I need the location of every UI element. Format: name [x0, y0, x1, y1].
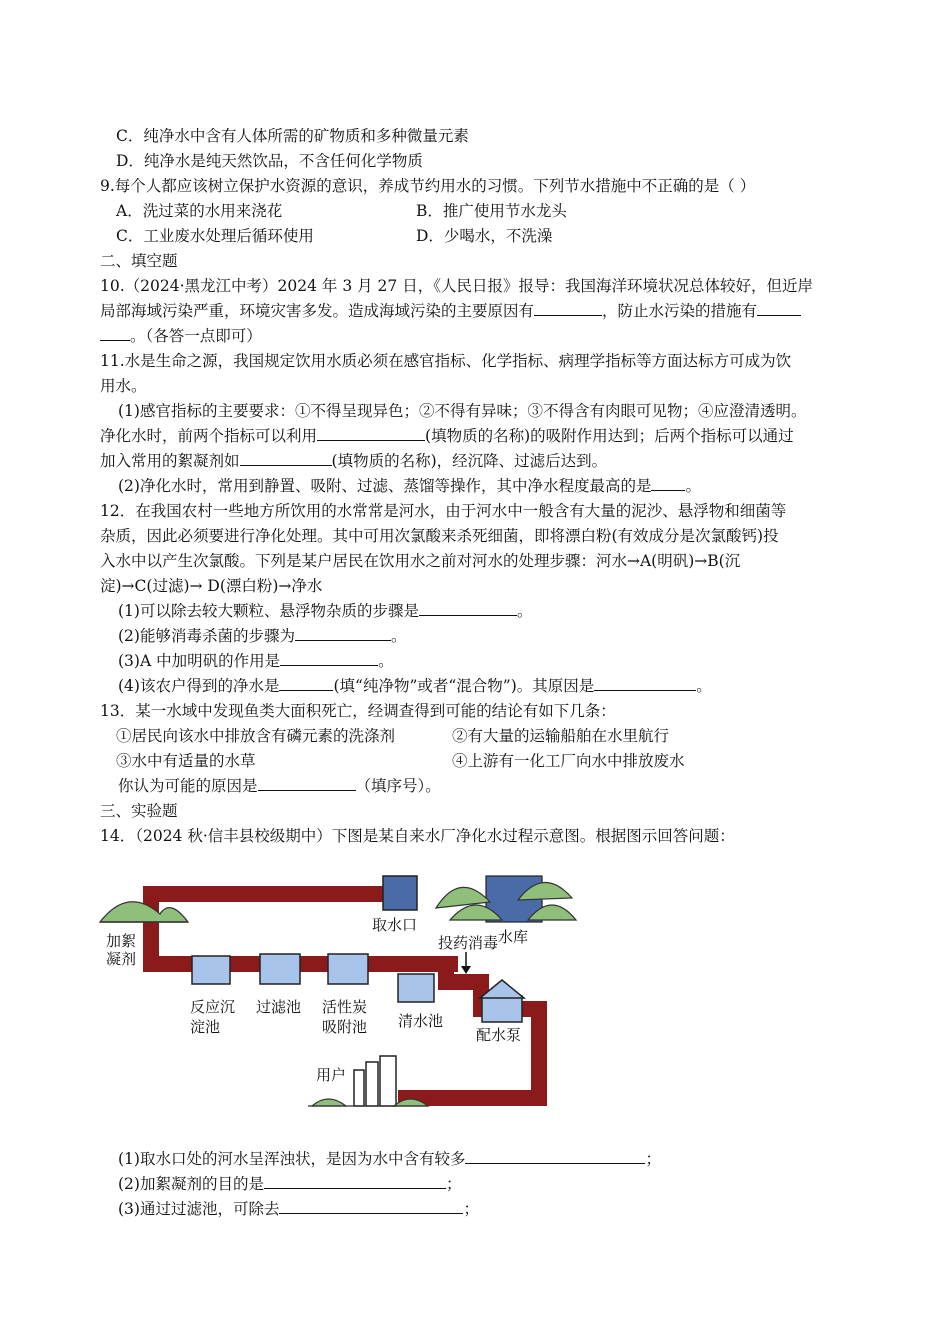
q12-p2-text-a: (2)能够消毒杀菌的步骤为: [118, 627, 295, 645]
tank-sedimentation: [192, 956, 230, 984]
q13-stem: 13．某一水域中发现鱼类大面积死亡，经调查得到可能的结论有如下几条：: [100, 702, 616, 720]
q11-part1-line1: (1)感官指标的主要要求：①不得呈现异色；②不得有异味；③不得含有肉眼可见物；④应澄清透明。: [118, 402, 807, 420]
q14-p3-text-a: (3)通过过滤池，可除去: [118, 1200, 280, 1218]
q8-option-d: D．纯净水是纯天然饮品，不含任何化学物质: [116, 152, 423, 170]
label-user: 用户: [316, 1066, 347, 1084]
q11-p1-text-b: (填物质的名称)的吸附作用达到；后两个指标可以通过: [425, 427, 794, 445]
q12-p4-text-a: (4)该农户得到的净水是: [118, 677, 280, 695]
q11-part1-line2: [100, 426, 794, 446]
q14-p2-text-b: ；: [445, 1175, 462, 1193]
pipe-top: [143, 886, 383, 902]
q11-p1-text-c: 加入常用的絮凝剂如: [100, 452, 240, 470]
q10-line1: 10.（2024·黑龙江中考）2024 年 3 月 27 日，《人民日报》报导：我国海洋环境状况总体较好，但近岸: [100, 277, 813, 295]
q9-option-d: D．少喝水，不洗澡: [416, 227, 553, 245]
q11-part2: [118, 476, 701, 496]
q9-option-a: A．洗过菜的水用来浇花: [116, 202, 283, 220]
q11-part1-line3: [100, 451, 607, 471]
label-intake: 取水口: [372, 916, 418, 934]
tank-filter: [260, 954, 300, 984]
hills-left: [100, 902, 188, 922]
q9-option-b: B．推广使用节水龙头: [416, 202, 567, 220]
q12-p1-text-a: (1)可以除去较大颗粒、悬浮物杂质的步骤是: [118, 602, 419, 620]
q13-answer: [118, 776, 441, 796]
q12-line1: 12．在我国农村一些地方所饮用的水常常是河水，由于河水中一般含有大量的泥沙、悬浮物和细菌等: [100, 502, 787, 520]
q12-p3-text-b: 。: [378, 652, 394, 670]
q12-p4-text-b: (填“纯净物”或者“混合物”)。其原因是: [333, 677, 595, 695]
q12-part4: [118, 676, 712, 696]
q12-blank-alum-role[interactable]: [280, 651, 378, 666]
q11-line1: 11.水是生命之源，我国规定饮用水质必须在感官指标、化学指标、病理学指标等方面达标方可成为饮: [100, 352, 792, 370]
q13-option-4: ④上游有一化工厂向水中排放废水: [452, 752, 685, 770]
q13-option-1: ①居民向该水中排放含有磷元素的洗涤剂: [116, 727, 396, 745]
q10-blank-cause[interactable]: [534, 301, 602, 316]
q10-blank-measure[interactable]: [757, 301, 801, 316]
reservoir: [436, 876, 576, 922]
q11-p2-text-a: (2)净化水时，常用到静置、吸附、过滤、蒸馏等操作，其中净水程度最高的是: [118, 477, 652, 495]
q11-blank-best-method[interactable]: [651, 476, 685, 491]
q8-option-c: C．纯净水中含有人体所需的矿物质和多种微量元素: [116, 127, 469, 145]
q12-p4-text-c: 。: [696, 677, 712, 695]
q12-part2: [118, 626, 406, 646]
building-3: [380, 1056, 396, 1106]
pump-house-body: [482, 996, 522, 1022]
q14-part1: [118, 1149, 661, 1169]
q12-blank-reason[interactable]: [594, 676, 696, 691]
q13-answer-text-b: （填序号）。: [355, 777, 441, 795]
q13-blank-answer[interactable]: [258, 776, 356, 791]
hill-left-1: [100, 902, 188, 922]
label-sedimentation-2: 淀池: [190, 1018, 221, 1036]
q12-blank-step-large-particles[interactable]: [419, 601, 517, 616]
label-flocculant-1: 加絮: [106, 932, 137, 950]
q14-part2: [118, 1174, 461, 1194]
q12-part1: [118, 601, 532, 621]
label-dosing: 投药消毒: [438, 934, 499, 952]
q11-blank-flocculant[interactable]: [240, 451, 332, 466]
q11-p1-text-d: (填物质的名称)，经沉降、过滤后达到。: [331, 452, 608, 470]
q10-line2: [100, 301, 801, 321]
q11-line2: 用水。: [100, 377, 147, 395]
dosing-arrow: [461, 952, 471, 974]
label-carbon-2: 吸附池: [322, 1018, 368, 1036]
q9-option-c: C．工业废水处理后循环使用: [116, 227, 314, 245]
q12-p3-text-a: (3)A 中加明矾的作用是: [118, 652, 281, 670]
q12-line4: 淀)→C(过滤)→ D(漂白粉)→净水: [100, 577, 323, 595]
hill-right-1: [436, 887, 490, 908]
q14-blank-flocculant-purpose[interactable]: [264, 1174, 446, 1189]
q14-p3-text-b: ；: [463, 1200, 479, 1218]
q11-p1-text-a: 净化水时，前两个指标可以利用: [100, 427, 318, 445]
q9-stem: 9.每个人都应该树立保护水资源的意识，养成节约用水的习惯。下列节水措施中不正确的是（ ）: [100, 177, 756, 195]
building-2: [366, 1062, 378, 1106]
q10-line3: [100, 326, 262, 346]
label-pump: 配水泵: [476, 1026, 522, 1044]
q10-text-b: ，防止水污染的措施有: [602, 302, 758, 320]
q13-answer-text-a: 你认为可能的原因是: [118, 777, 258, 795]
q12-blank-water-type[interactable]: [279, 676, 333, 691]
intake-box: [383, 876, 417, 910]
q11-blank-adsorbent[interactable]: [317, 426, 425, 441]
q12-part3: [118, 651, 394, 671]
label-reservoir: 水库: [498, 928, 529, 946]
q12-line3: 入水中以产生次氯酸。下列是某户居民在饮用水之前对河水的处理步骤：河水→A(明矾)→B(沉: [100, 552, 741, 570]
q12-p1-text-b: 。: [516, 602, 533, 620]
bush-1: [312, 1099, 346, 1106]
q14-blank-impurity[interactable]: [465, 1149, 645, 1164]
label-filter: 过滤池: [256, 998, 302, 1016]
q13-option-2: ②有大量的运输船舶在水里航行: [452, 727, 670, 745]
label-clear-water: 清水池: [398, 1012, 444, 1030]
label-carbon-1: 活性炭: [322, 998, 368, 1016]
q13-option-3: ③水中有适量的水草: [116, 752, 256, 770]
label-sedimentation-1: 反应沉: [190, 998, 236, 1016]
q14-p1-text-b: ；: [645, 1150, 661, 1168]
q14-stem: 14．（2024 秋·信丰县校级期中）下图是某自来水厂净化水过程示意图。根据图示回答问题：: [100, 827, 735, 845]
tank-carbon: [328, 954, 368, 984]
q12-p2-text-b: 。: [390, 627, 407, 645]
q10-text-a: 局部海域污染严重，环境灾害多发。造成海域污染的主要原因有: [100, 302, 535, 320]
section-fill-in-heading: 二、填空题: [100, 252, 178, 270]
q14-blank-filter-removes[interactable]: [279, 1199, 463, 1214]
q11-p2-text-b: 。: [685, 477, 701, 495]
q14-p1-text-a: (1)取水口处的河水呈浑浊状，是因为水中含有较多: [118, 1150, 466, 1168]
building-1: [354, 1070, 364, 1106]
q10-text-c: 。（各答一点即可）: [130, 327, 262, 345]
q12-line2: 杂质，因此必须要进行净化处理。其中可用次氯酸来杀死细菌，即将漂白粉(有效成分是次氯酸钙)投: [100, 527, 779, 545]
q14-p2-text-a: (2)加絮凝剂的目的是: [118, 1175, 264, 1193]
tank-clear-water: [398, 974, 434, 1002]
q14-part3: [118, 1199, 479, 1219]
label-flocculant-2: 凝剂: [106, 950, 137, 968]
section-experiment-heading: 三、实验题: [100, 802, 178, 820]
q12-blank-disinfection-step[interactable]: [295, 626, 391, 641]
water-plant-diagram: [98, 856, 578, 1112]
q10-blank-measure-cont[interactable]: [100, 326, 130, 341]
